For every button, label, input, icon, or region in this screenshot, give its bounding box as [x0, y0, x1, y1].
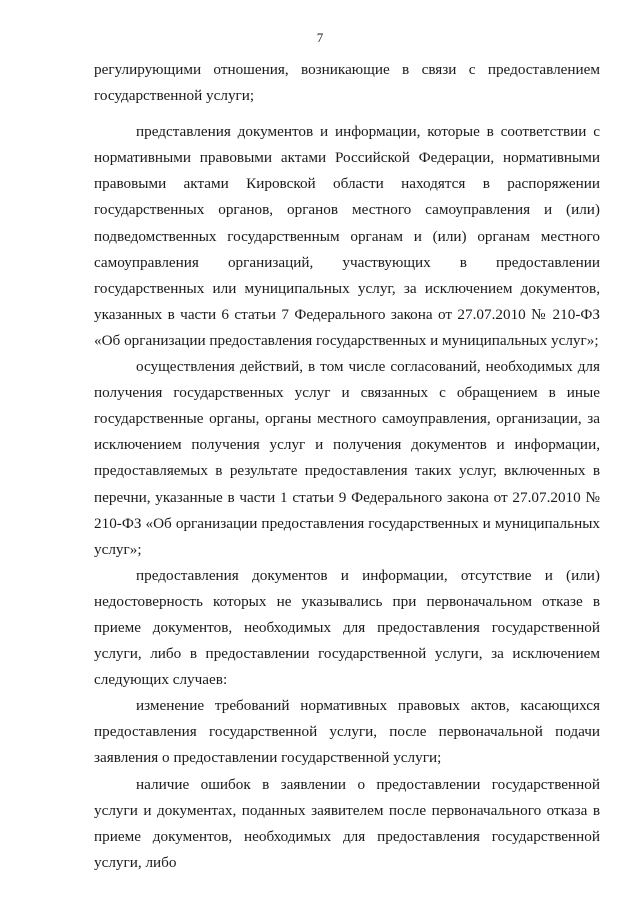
paragraph-item: наличие ошибок в заявлении о предоставлении государственной услуги и документах, поданных заявителем после первоначального отказа в приеме документов, необходимых для предоставления государственной услуги, либо — [94, 775, 600, 871]
page-number: 7 — [316, 30, 324, 45]
document-body — [94, 57, 600, 876]
paragraph-continuation: регулирующими отношения, возникающие в связи с предоставлением государственной услуги; — [94, 61, 600, 105]
paragraph-item: предоставления документов и информации, отсутствие и (или) недостоверность которых не указывались при первоначальном отказе в приеме документов, необходимых для предоставления государственной услуги, либо в предоставлении государственной услуги, за исключением следующих случаев: — [94, 566, 600, 689]
paragraph-item: представления документов и информации, которые в соответствии с нормативными правовыми актами Российской Федерации, нормативными правовыми актами Кировской области находятся в распоряжении государственных органов, органов местного самоуправления и (или) подведомственных государственным органам и (или) органам местного самоуправления организаций, участвующих в предоставлении государственных или муниципальных услуг, за исключением документов, указанных в части 6 статьи 7 Федерального закона от 27.07.2010 № 210-ФЗ «Об организации предоставления государственных и муниципальных услуг»; — [94, 123, 600, 349]
paragraph-item: изменение требований нормативных правовых актов, касающихся предоставления государственной услуги, после первоначальной подачи заявления о предоставлении государственной услуги; — [94, 697, 600, 767]
paragraph-item: осуществления действий, в том числе согласований, необходимых для получения государственных услуг и связанных с обращением в иные государственные органы, органы местного самоуправления, организации, за исключением получения услуг и получения документов и информации, предоставляемых в результате предоставления таких услуг, включенных в перечни, указанные в части 1 статьи 9 Федерального закона от 27.07.2010 № 210-ФЗ «Об организации предоставления государственных и муниципальных услуг»; — [94, 358, 600, 558]
